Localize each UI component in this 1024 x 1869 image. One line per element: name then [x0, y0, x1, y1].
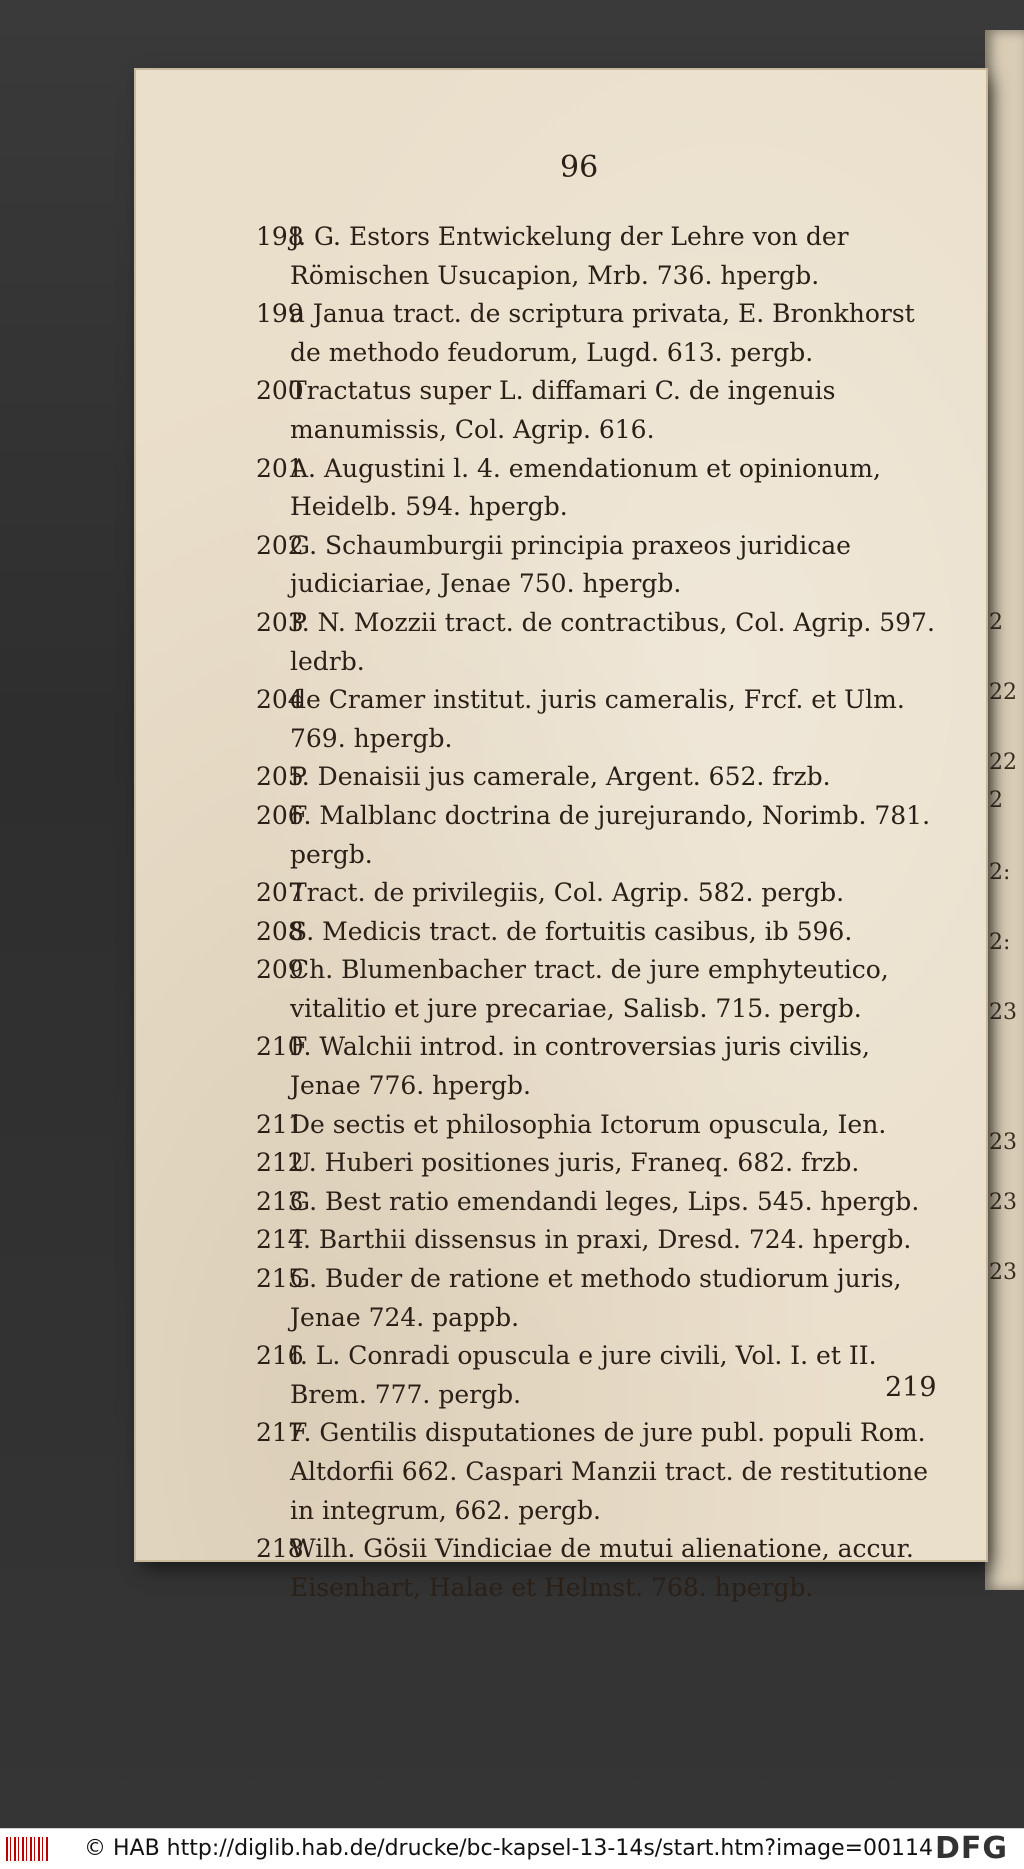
- catalog-entries: [258, 218, 948, 1607]
- adjacent-page-fragment: 23: [989, 1000, 1017, 1025]
- entry-text: Ch. Blumenbacher tract. de jure emphyteutico, vitalitio et jure precariae, Salisb. 715. pergb.: [290, 955, 889, 1023]
- catalog-entry: [258, 1028, 948, 1105]
- entry-text: G. Schaumburgii principia praxeos juridicae judiciariae, Jenae 750. hpergb.: [290, 530, 851, 599]
- entry-text: P. Denaisii jus camerale, Argent. 652. frzb.: [290, 762, 831, 792]
- catalog-entry: [258, 1221, 948, 1260]
- adjacent-page-fragment: 2:: [989, 930, 1011, 955]
- entry-text: G. Best ratio emendandi leges, Lips. 545. hpergb.: [290, 1186, 920, 1216]
- entry-number: 199: [256, 299, 304, 329]
- adjacent-page-fragment: 23: [989, 1190, 1017, 1215]
- entry-text: Tract. de privilegiis, Col. Agrip. 582. pergb.: [290, 878, 845, 908]
- adjacent-page-fragment: 22: [989, 750, 1017, 775]
- entry-text: G. Buder de ratione et methodo studiorum juris, Jenae 724. pappb.: [290, 1264, 902, 1332]
- entry-text: J. G. Estors Entwickelung der Lehre von der Römischen Usucapion, Mrb. 736. hpergb.: [290, 222, 849, 290]
- entry-number: 217: [256, 1418, 304, 1448]
- adjacent-page-edge: [985, 30, 1024, 1590]
- page-number: 96: [560, 150, 599, 185]
- adjacent-page-fragment: 2:: [989, 860, 1011, 885]
- catalog-entry: [258, 218, 948, 295]
- entry-number: 200: [256, 376, 304, 406]
- entry-number: 204: [256, 685, 304, 715]
- entry-number: 215: [256, 1264, 304, 1294]
- entry-number: 208: [256, 916, 304, 946]
- catalog-entry: [258, 1530, 948, 1607]
- catalog-entry: [258, 913, 948, 952]
- catalog-entry: [258, 372, 948, 449]
- entry-number: 206: [256, 800, 304, 830]
- entry-text: a Janua tract. de scriptura privata, E. Bronkhorst de methodo feudorum, Lugd. 613. pergb.: [290, 299, 915, 367]
- catalog-entry: [258, 1144, 948, 1183]
- entry-number: 211: [256, 1109, 304, 1139]
- entry-text: A. Augustini l. 4. emendationum et opinionum, Heidelb. 594. hpergb.: [290, 453, 881, 522]
- entry-number: 201: [256, 453, 304, 483]
- entry-text: Wilh. Gösii Vindiciae de mutui alienatione, accur. Eisenhart, Halae et Helmst. 768. hpergb.: [290, 1534, 914, 1602]
- entry-number: 213: [256, 1186, 304, 1216]
- catalog-entry: [258, 951, 948, 1028]
- barcode-icon: [6, 1837, 48, 1861]
- adjacent-page-fragment: 2: [989, 610, 1003, 635]
- catchword: 219: [885, 1372, 937, 1403]
- catalog-entry: [258, 758, 948, 797]
- catalog-entry: [258, 604, 948, 681]
- entry-text: De sectis et philosophia Ictorum opuscula, Ien.: [290, 1109, 887, 1139]
- entry-text: I. L. Conradi opuscula e jure civili, Vol. I. et II. Brem. 777. pergb.: [290, 1341, 877, 1409]
- entry-text: F. Malblanc doctrina de jurejurando, Norimb. 781. pergb.: [290, 800, 931, 869]
- entry-text: de Cramer institut. juris cameralis, Frcf. et Ulm. 769. hpergb.: [290, 685, 905, 753]
- entry-number: 212: [256, 1148, 304, 1178]
- catalog-entry: [258, 681, 948, 758]
- entry-text: F. Walchii introd. in controversias juris civilis, Jenae 776. hpergb.: [290, 1032, 870, 1101]
- entry-number: 214: [256, 1225, 304, 1255]
- catalog-entry: [258, 295, 948, 372]
- entry-number: 216: [256, 1341, 304, 1371]
- entry-text: T. Barthii dissensus in praxi, Dresd. 724. hpergb.: [290, 1225, 912, 1255]
- entry-text: U. Huberi positiones juris, Franeq. 682. frzb.: [290, 1148, 860, 1178]
- entry-number: 202: [256, 530, 304, 560]
- copyright-link[interactable]: © HAB http://diglib.hab.de/drucke/bc-kapsel-13-14s/start.htm?image=00114: [84, 1836, 934, 1861]
- entry-number: 218: [256, 1534, 304, 1564]
- entry-number: 203: [256, 607, 304, 637]
- entry-number: 198: [256, 222, 304, 251]
- entry-number: 205: [256, 762, 304, 792]
- catalog-entry: [258, 450, 948, 527]
- catalog-entry: [258, 1106, 948, 1145]
- catalog-entry: [258, 797, 948, 874]
- entry-number: 210: [256, 1032, 304, 1062]
- catalog-entry: [258, 527, 948, 604]
- entry-text: F. Gentilis disputationes de jure publ. populi Rom. Altdorfii 662. Caspari Manzii tract. de restitutione in integrum, 662. pergb.: [290, 1418, 929, 1525]
- catalog-entry: [258, 1337, 948, 1414]
- adjacent-page-fragment: 2: [989, 788, 1003, 813]
- adjacent-page-fragment: 23: [989, 1260, 1017, 1285]
- catalog-entry: [258, 1414, 948, 1530]
- entry-text: P. N. Mozzii tract. de contractibus, Col. Agrip. 597. ledrb.: [290, 607, 935, 676]
- catalog-entry: [258, 1183, 948, 1222]
- adjacent-page-fragment: 23: [989, 1130, 1017, 1155]
- entry-text: S. Medicis tract. de fortuitis casibus, ib 596.: [290, 916, 853, 946]
- adjacent-page-fragment: 22: [989, 680, 1017, 705]
- footer-bar: [0, 1828, 1024, 1869]
- dfg-logo: DFG: [935, 1831, 1009, 1866]
- entry-number: 207: [256, 878, 304, 908]
- entry-number: 209: [256, 955, 304, 985]
- catalog-entry: [258, 874, 948, 913]
- catalog-entry: [258, 1260, 948, 1337]
- entry-text: Tractatus super L. diffamari C. de ingenuis manumissis, Col. Agrip. 616.: [290, 376, 836, 444]
